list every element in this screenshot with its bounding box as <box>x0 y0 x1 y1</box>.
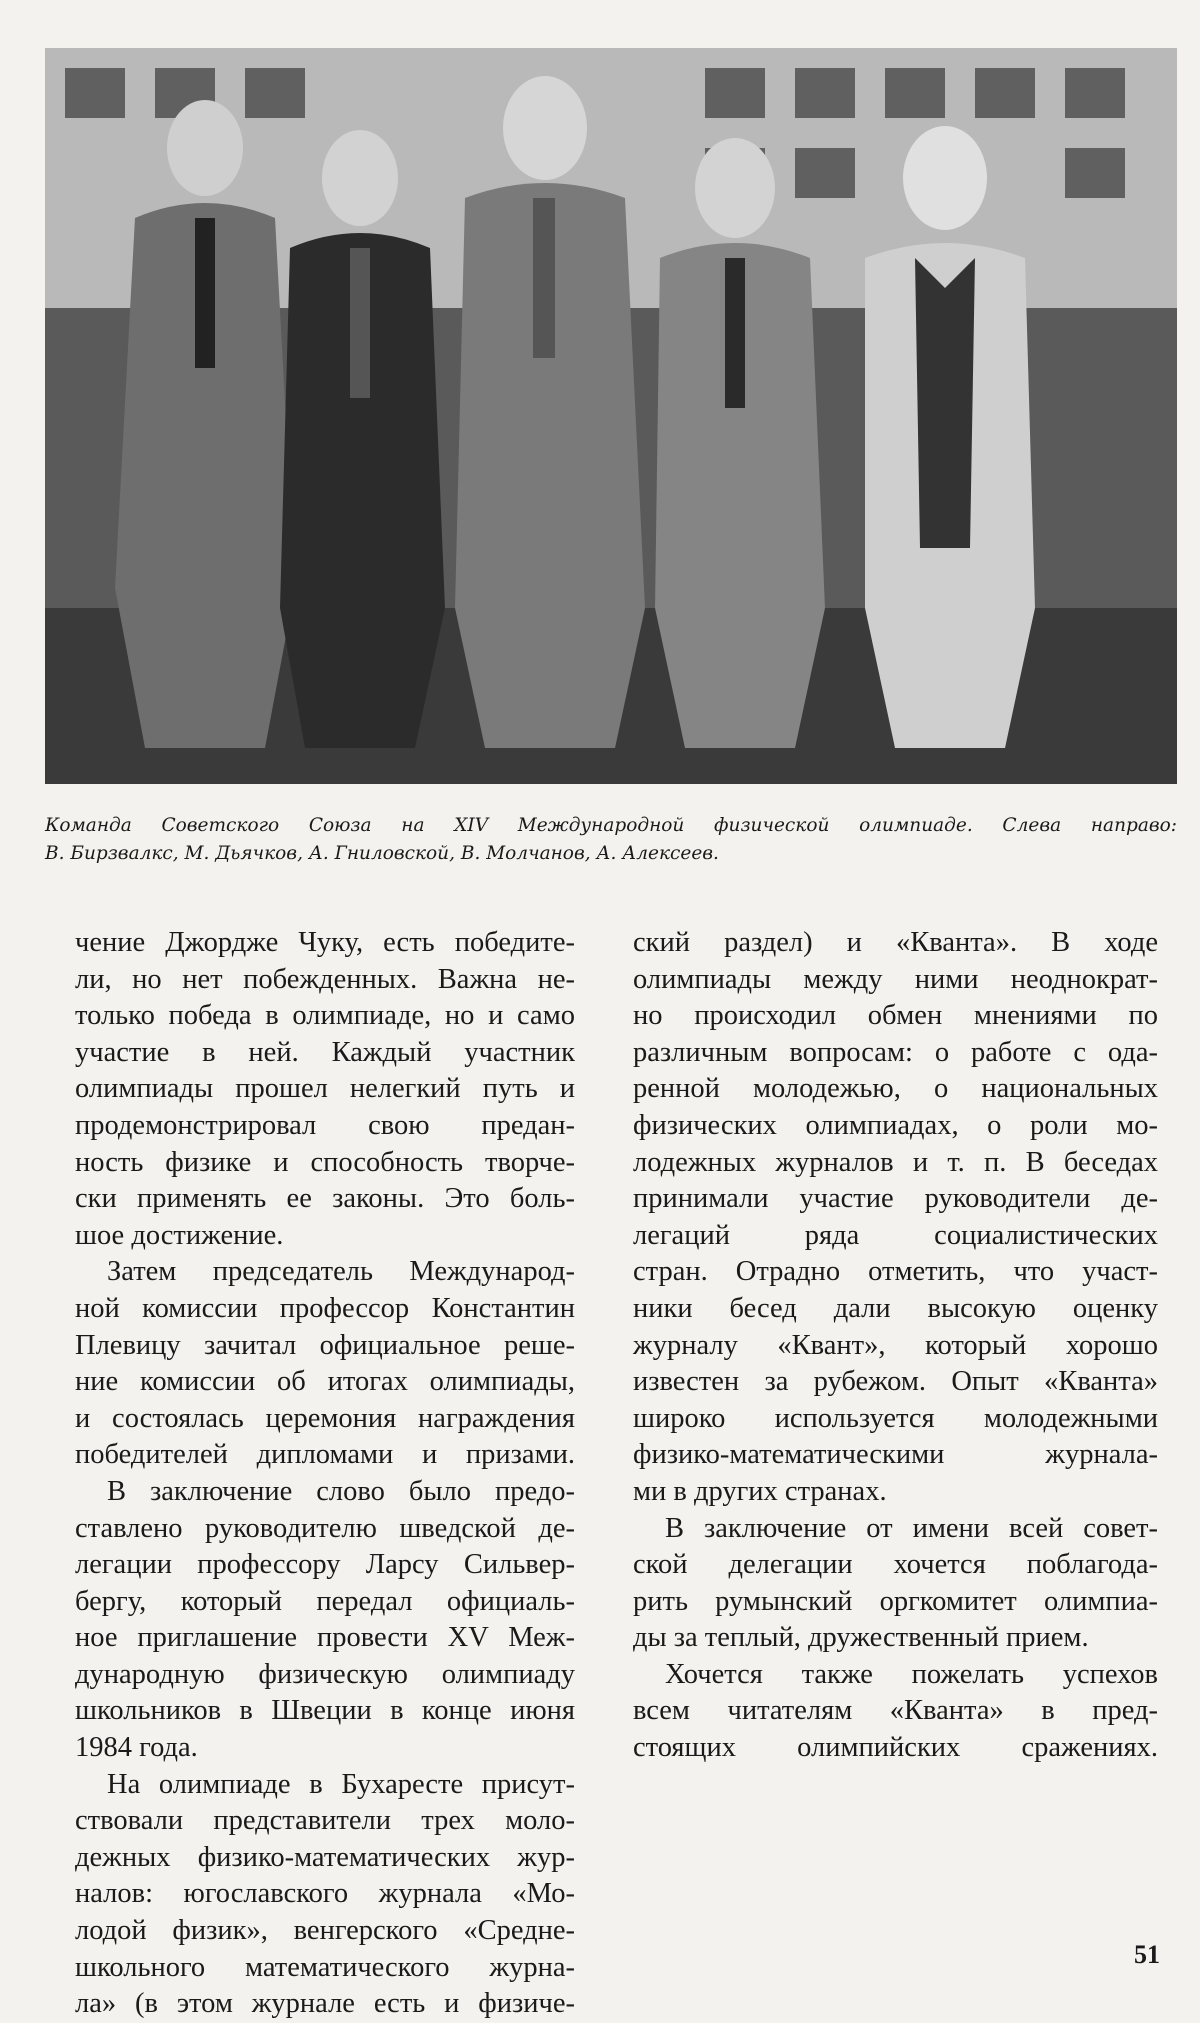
text-line: и состоялась церемония награждения <box>75 1402 575 1434</box>
text-line: лодежных журналов и т. п. В беседах <box>633 1146 1158 1178</box>
caption-line-1: Команда Советского Союза на XIV Международной физической олимпиаде. Слева направо: <box>45 815 1177 836</box>
photo-caption <box>45 812 1177 868</box>
paragraph <box>633 925 1158 1511</box>
text-line: олимпиады между ними неоднократ- <box>633 963 1158 995</box>
paragraph <box>75 1254 575 1474</box>
text-line: 1984 года. <box>75 1732 198 1764</box>
text-line: только победа в олимпиаде, но и само <box>75 1000 575 1032</box>
text-line: ствовали представители трех моло- <box>75 1805 575 1837</box>
text-line: ставлено руководителю шведской де- <box>75 1512 575 1544</box>
text-line: победителей дипломами и призами. <box>75 1439 575 1471</box>
text-line: журналу «Квант», который хорошо <box>633 1329 1158 1361</box>
text-line: Затем председатель Международ- <box>107 1256 575 1288</box>
text-line: В заключение от имени всей совет- <box>665 1512 1158 1544</box>
text-line: На олимпиаде в Бухаресте присут- <box>107 1768 575 1800</box>
text-line: ной комиссии профессор Константин <box>75 1292 575 1324</box>
text-line: широко используется молодежными <box>633 1402 1158 1434</box>
text-line: ски применять ее законы. Это боль- <box>75 1183 575 1215</box>
text-line: физико-математическими журнала- <box>633 1439 1158 1471</box>
text-line: дународную физическую олимпиаду <box>75 1658 575 1690</box>
text-line: физических олимпиадах, о роли мо- <box>633 1109 1158 1141</box>
text-line: ской делегации хочется поблагода- <box>633 1549 1158 1581</box>
text-line: рить румынский оргкомитет олимпиа- <box>633 1585 1158 1617</box>
text-line: но происходил обмен мнениями по <box>633 1000 1158 1032</box>
text-line: различным вопросам: о работе с ода- <box>633 1036 1158 1068</box>
text-line: продемонстрировал свою предан- <box>75 1109 575 1141</box>
text-line: всем читателям «Кванта» в пред- <box>633 1695 1158 1727</box>
text-line: ники бесед дали высокую оценку <box>633 1292 1158 1324</box>
text-line: лодой физик», венгерского «Средне- <box>75 1915 575 1947</box>
paragraph <box>75 1474 575 1767</box>
text-line: бергу, который передал официаль- <box>75 1585 575 1617</box>
page-number: 51 <box>1134 1940 1160 1969</box>
text-line: стоящих олимпийских сражениях. <box>633 1732 1158 1764</box>
text-line: ренной молодежью, о национальных <box>633 1073 1158 1105</box>
left-column <box>75 925 575 2023</box>
text-line: ла» (в этом журнале есть и физиче- <box>75 1988 575 2020</box>
text-line: олимпиады прошел нелегкий путь и <box>75 1073 575 1105</box>
text-line: ние комиссии об итогах олимпиады, <box>75 1366 575 1398</box>
text-line: участие в ней. Каждый участник <box>75 1036 575 1068</box>
text-line: стран. Отрадно отметить, что участ- <box>633 1256 1158 1288</box>
text-line: ли, но нет побежденных. Важна не- <box>75 963 575 995</box>
text-line: Хочется также пожелать успехов <box>665 1658 1158 1690</box>
text-line: принимали участие руководители де- <box>633 1183 1158 1215</box>
right-column <box>633 925 1158 1767</box>
text-line: школьников в Швеции в конце июня <box>75 1695 575 1727</box>
text-line: ное приглашение провести XV Меж- <box>75 1622 575 1654</box>
caption-line-2: В. Бирзвалкс, М. Дьячков, А. Гниловской, В. Молчанов, А. Алексеев. <box>45 843 719 864</box>
text-line: ность физике и способность творче- <box>75 1146 575 1178</box>
text-line: В заключение слово было предо- <box>107 1475 575 1507</box>
paragraph <box>633 1657 1158 1767</box>
text-line: школьного математического журна- <box>75 1951 575 1983</box>
text-line: известен за рубежом. Опыт «Кванта» <box>633 1366 1158 1398</box>
text-line: дежных физико-математических жур- <box>75 1841 575 1873</box>
paragraph <box>75 925 575 1254</box>
text-line: налов: югославского журнала «Мо- <box>75 1878 575 1910</box>
text-line: шое достижение. <box>75 1219 284 1251</box>
text-line: Плевицу зачитал официальное реше- <box>75 1329 575 1361</box>
text-line: ский раздел) и «Кванта». В ходе <box>633 927 1158 958</box>
text-line: легаций ряда социалистических <box>633 1219 1158 1251</box>
paragraph <box>75 1767 575 2023</box>
paragraph <box>633 1511 1158 1657</box>
team-photo-icon <box>45 48 1177 784</box>
text-line: ми в других странах. <box>633 1475 887 1507</box>
team-photo <box>45 48 1177 784</box>
text-line: легации профессору Ларсу Сильвер- <box>75 1549 575 1581</box>
text-line: ды за теплый, дружественный прием. <box>633 1622 1089 1654</box>
text-line: чение Джордже Чуку, есть победите- <box>75 927 575 958</box>
